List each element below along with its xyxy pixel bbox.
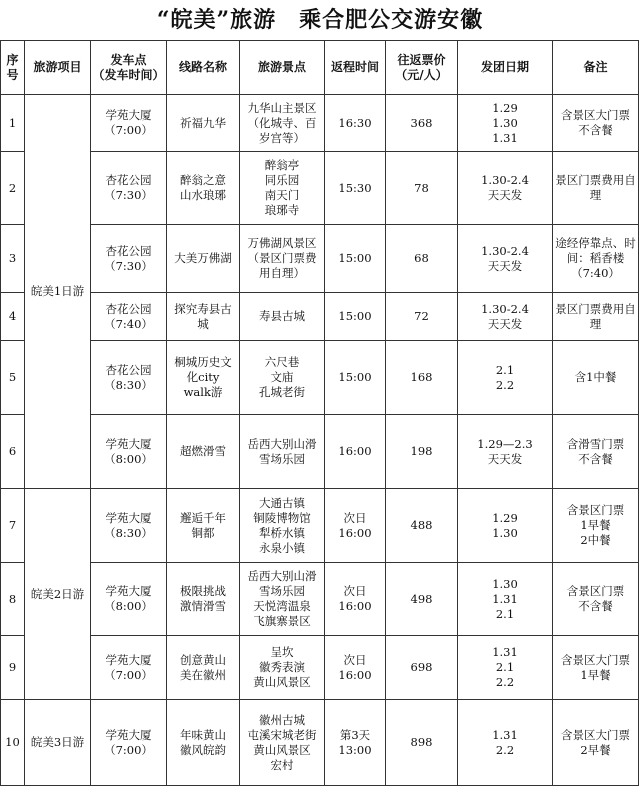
row-number: 7 [1,489,25,563]
header-price: 往返票价 （元/人） [386,41,458,95]
price-cell: 368 [386,95,458,152]
note-cell: 含景区大门票 不含餐 [553,95,639,152]
route-cell: 年味黄山 徽风皖韵 [167,700,240,786]
note-cell: 含景区大门票 1早餐 [553,636,639,700]
spots-cell: 九华山主景区 （化城寺、百 岁宫等） [240,95,325,152]
table-row [1,95,639,152]
route-cell: 极限挑战 激情滑雪 [167,563,240,636]
table-row [1,415,639,489]
return-cell: 次日 16:00 [325,489,386,563]
return-cell: 第3天 13:00 [325,700,386,786]
return-cell: 15:00 [325,225,386,293]
return-cell: 16:30 [325,95,386,152]
departure-cell: 杏花公园 （7:30） [91,225,167,293]
row-number: 4 [1,293,25,341]
departure-cell: 学苑大厦 （8:30） [91,489,167,563]
table-row [1,700,639,786]
dates-cell: 1.30-2.4 天天发 [458,293,553,341]
group-label: 皖美1日游 [25,95,91,489]
price-cell: 78 [386,152,458,225]
dates-cell: 1.29—2.3 天天发 [458,415,553,489]
departure-cell: 学苑大厦 （8:00） [91,415,167,489]
spots-cell: 岳西大别山滑 雪场乐园 天悦湾温泉 飞旗寨景区 [240,563,325,636]
table-row [1,152,639,225]
spots-cell: 醉翁亭 同乐园 南天门 琅琊寺 [240,152,325,225]
header-dates: 发团日期 [458,41,553,95]
price-cell: 498 [386,563,458,636]
dates-cell: 1.30-2.4 天天发 [458,225,553,293]
route-cell: 探究寿县古 城 [167,293,240,341]
departure-cell: 学苑大厦 （7:00） [91,636,167,700]
page-title: “皖美”旅游 乘合肥公交游安徽 [156,7,484,33]
spots-cell: 万佛湖风景区 （景区门票费 用自理） [240,225,325,293]
row-number: 8 [1,563,25,636]
header-row [1,41,639,95]
spots-cell: 徽州古城 屯溪宋城老街 黄山风景区 宏村 [240,700,325,786]
dates-cell: 1.30 1.31 2.1 [458,563,553,636]
route-cell: 祈福九华 [167,95,240,152]
table-row [1,563,639,636]
departure-cell: 杏花公园 （7:30） [91,152,167,225]
spots-cell: 大通古镇 铜陵博物馆 犁桥水镇 永泉小镇 [240,489,325,563]
note-cell: 含景区大门票 2早餐 [553,700,639,786]
row-number: 6 [1,415,25,489]
note-cell: 含1中餐 [553,341,639,415]
dates-cell: 1.30-2.4 天天发 [458,152,553,225]
row-number: 1 [1,95,25,152]
row-number: 3 [1,225,25,293]
dates-cell: 1.31 2.2 [458,700,553,786]
route-cell: 醉翁之意 山水琅琊 [167,152,240,225]
spots-cell: 寿县古城 [240,293,325,341]
dates-cell: 1.31 2.1 2.2 [458,636,553,700]
route-cell: 大美万佛湖 [167,225,240,293]
table-row [1,225,639,293]
row-number: 10 [1,700,25,786]
header-project: 旅游项目 [25,41,91,95]
return-cell: 次日 16:00 [325,636,386,700]
note-cell: 含滑雪门票 不含餐 [553,415,639,489]
return-cell: 15:30 [325,152,386,225]
spots-cell: 岳西大别山滑 雪场乐园 [240,415,325,489]
departure-cell: 学苑大厦 （7:00） [91,700,167,786]
departure-cell: 学苑大厦 （7:00） [91,95,167,152]
dates-cell: 2.1 2.2 [458,341,553,415]
spots-cell: 呈坎 徽秀表演 黄山风景区 [240,636,325,700]
note-cell: 景区门票费用自理 [553,152,639,225]
table-row [1,293,639,341]
route-cell: 桐城历史文 化city walk游 [167,341,240,415]
header-no: 序号 [1,41,25,95]
return-cell: 15:00 [325,293,386,341]
header-depart: 发车点 （发车时间） [91,41,167,95]
header-spots: 旅游景点 [240,41,325,95]
note-cell: 含景区门票 1早餐 2中餐 [553,489,639,563]
price-cell: 198 [386,415,458,489]
spots-cell: 六尺巷 文庙 孔城老街 [240,341,325,415]
header-route: 线路名称 [167,41,240,95]
table-row [1,636,639,700]
dates-cell: 1.29 1.30 1.31 [458,95,553,152]
tour-schedule-table [0,40,639,786]
departure-cell: 杏花公园 （7:40） [91,293,167,341]
departure-cell: 学苑大厦 （8:00） [91,563,167,636]
header-note: 备注 [553,41,639,95]
note-cell: 途经停靠点、时 间：稻香楼 （7:40） [553,225,639,293]
table-row [1,489,639,563]
group-label: 皖美2日游 [25,489,91,700]
row-number: 9 [1,636,25,700]
table-row [1,341,639,415]
price-cell: 698 [386,636,458,700]
price-cell: 898 [386,700,458,786]
header-return: 返程时间 [325,41,386,95]
price-cell: 72 [386,293,458,341]
route-cell: 创意黄山 美在徽州 [167,636,240,700]
return-cell: 次日 16:00 [325,563,386,636]
row-number: 2 [1,152,25,225]
row-number: 5 [1,341,25,415]
departure-cell: 杏花公园 （8:30） [91,341,167,415]
price-cell: 168 [386,341,458,415]
price-cell: 488 [386,489,458,563]
return-cell: 15:00 [325,341,386,415]
group-label: 皖美3日游 [25,700,91,786]
note-cell: 含景区门票 不含餐 [553,563,639,636]
price-cell: 68 [386,225,458,293]
route-cell: 超燃滑雪 [167,415,240,489]
route-cell: 邂逅千年 铜都 [167,489,240,563]
dates-cell: 1.29 1.30 [458,489,553,563]
note-cell: 景区门票费用自理 [553,293,639,341]
return-cell: 16:00 [325,415,386,489]
